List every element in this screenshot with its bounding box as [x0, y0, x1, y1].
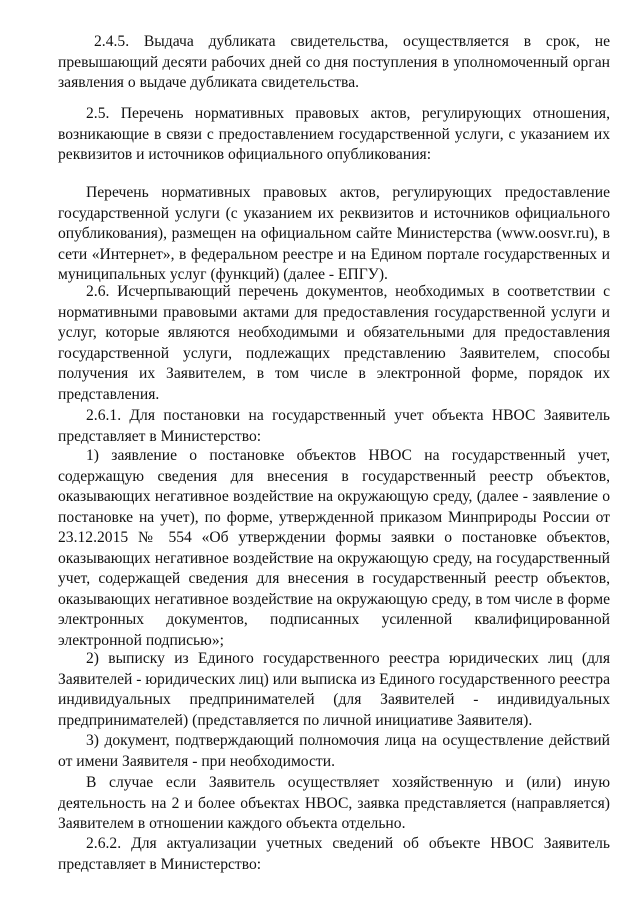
paragraph-2-6: 2.6. Исчерпывающий перечень документов, необходимых в соответствии с нормативными правовыми актами для предоставления государственной услуги и услуг, которые являются необходимыми и обязательными для предоставления государственной услуги, подлежащих представлению Заявителем, способы получения их Заявителем, в том числе в электронной форме, порядок их представления. — [58, 283, 610, 403]
paragraph-2-6-2: 2.6.2. Для актуализации учетных сведений об объекте НВОС Заявитель представляет в Министерство: — [58, 835, 610, 873]
paragraph-regulations-list: Перечень нормативных правовых актов, регулирующих предоставление государственной услуги (с указанием их реквизитов и источников официального опубликования), размещен на официальном сайте Министерства (www.oosvr.ru), в сети «Интернет», в федеральном реестре и на Едином портале государственных и муниципальных услуг (функций) (далее - ЕПГУ). — [58, 184, 610, 283]
list-item-1: 1) заявление о постановке объектов НВОС на государственный учет, содержащую сведения для внесения в государственный реестр объектов, оказывающих негативное воздействие на окружающую среду, (далее - заявление о постановке на учет), по форме, утвержденной приказом Минприроды России от 23.12.2015 № 554 «Об утверждении формы заявки о постановке объектов, оказывающих негативное воздействие на окружающую среду, на государственный учет, содержащей сведения для внесения в государственный реестр объектов, оказывающих негативное воздействие на окружающую среду, в том числе в форме электронных документов, подписанных усиленной квалифицированной электронной подписью»; — [58, 447, 610, 649]
paragraph-2-5: 2.5. Перечень нормативных правовых актов, регулирующих отношения, возникающие в связи с предоставлением государственной услуги, с указанием их реквизитов и источников официального опубликования: — [58, 105, 610, 163]
paragraph-2-4-5: 2.4.5. Выдача дубликата свидетельства, осуществляется в срок, не превышающий десяти рабочих дней со дня поступления в уполномоченный орган заявления о выдаче дубликата свидетельства. — [58, 33, 610, 91]
paragraph-multiple-objects: В случае если Заявитель осуществляет хозяйственную и (или) иную деятельность на 2 и более объектах НВОС, заявка представляется (направляется) Заявителем в отношении каждого объекта отдельно. — [58, 774, 610, 832]
list-item-2: 2) выписку из Единого государственного реестра юридических лиц (для Заявителей - юридических лиц) или выписка из Единого государственного реестра индивидуальных предпринимателей (для Заявителей - индивидуальных предпринимателей) (представляется по личной инициативе Заявителя). — [58, 650, 610, 729]
paragraph-2-6-1: 2.6.1. Для постановки на государственный учет объекта НВОС Заявитель представляет в Министерство: — [58, 407, 610, 445]
list-item-3: 3) документ, подтверждающий полномочия лица на осуществление действий от имени Заявителя - при необходимости. — [58, 732, 610, 770]
